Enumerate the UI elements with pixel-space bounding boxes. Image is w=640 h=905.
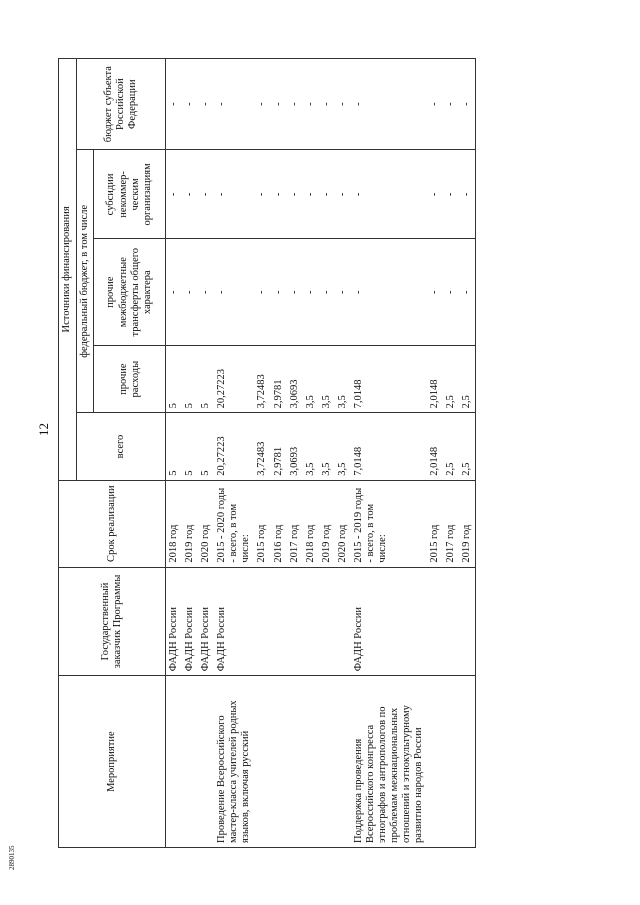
cell-total: 5: [166, 413, 183, 480]
cell-period: 2020 год: [198, 480, 214, 567]
cell-regional: -: [351, 59, 427, 150]
cell-regional: -: [214, 59, 254, 150]
cell-customer: ФАДН России: [214, 567, 254, 676]
cell-transfers: -: [182, 239, 198, 345]
financing-table: [58, 58, 476, 848]
cell-other-expenses: 5: [166, 345, 183, 412]
cell-period: 2017 год: [443, 480, 459, 567]
cell-period: 2017 год: [287, 480, 303, 567]
cell-transfers: -: [319, 239, 335, 345]
cell-transfers: -: [198, 239, 214, 345]
cell-regional: -: [287, 59, 303, 150]
cell-customer: [303, 567, 319, 676]
cell-regional: -: [427, 59, 443, 150]
cell-period: 2018 год: [303, 480, 319, 567]
cell-period: 2019 год: [319, 480, 335, 567]
cell-total: 2,0148: [427, 413, 443, 480]
cell-customer: ФАДН России: [198, 567, 214, 676]
cell-regional: -: [303, 59, 319, 150]
cell-transfers: -: [427, 239, 443, 345]
cell-other-expenses: 2,9781: [271, 345, 287, 412]
cell-customer: [443, 567, 459, 676]
cell-total: 20,27223: [214, 413, 254, 480]
cell-other-expenses: 7,0148: [351, 345, 427, 412]
cell-period: 2018 год: [166, 480, 183, 567]
cell-other-expenses: 3,5: [303, 345, 319, 412]
cell-transfers: -: [459, 239, 476, 345]
cell-transfers: -: [214, 239, 254, 345]
cell-period: 2015 год: [254, 480, 270, 567]
table-row: [319, 59, 335, 848]
cell-other-expenses: 5: [198, 345, 214, 412]
cell-event: [303, 676, 319, 848]
cell-regional: -: [198, 59, 214, 150]
cell-transfers: -: [287, 239, 303, 345]
cell-total: 3,5: [303, 413, 319, 480]
cell-other-expenses: 3,0693: [287, 345, 303, 412]
cell-event: [319, 676, 335, 848]
table-row: [271, 59, 287, 848]
table-row: [459, 59, 476, 848]
table-row: [303, 59, 319, 848]
cell-transfers: -: [254, 239, 270, 345]
table-row: [443, 59, 459, 848]
cell-customer: [271, 567, 287, 676]
cell-transfers: -: [303, 239, 319, 345]
cell-other-expenses: 3,5: [319, 345, 335, 412]
page-number: 12: [36, 423, 51, 436]
cell-transfers: -: [271, 239, 287, 345]
table-row: [214, 59, 254, 848]
cell-subsidies: -: [254, 150, 270, 239]
cell-event: Поддержка проведения Всероссийского конгресса этнографов и антропологов по проблемам межнациональных отношений и этнокультурному развитию народов России: [351, 676, 427, 848]
cell-total: 3,5: [319, 413, 335, 480]
table-row: [198, 59, 214, 848]
cell-event: [335, 676, 351, 848]
table-body: [166, 59, 476, 848]
cell-period: 2020 год: [335, 480, 351, 567]
cell-period: 2015 - 2020 годы - всего, в том числе:: [214, 480, 254, 567]
cell-total: 2,5: [443, 413, 459, 480]
cell-customer: [335, 567, 351, 676]
cell-subsidies: -: [182, 150, 198, 239]
cell-period: 2016 год: [271, 480, 287, 567]
cell-other-expenses: 3,72483: [254, 345, 270, 412]
rotated-table-sheet: [58, 58, 640, 848]
cell-event: [182, 676, 198, 848]
cell-total: 3,5: [335, 413, 351, 480]
cell-other-expenses: 3,5: [335, 345, 351, 412]
cell-event: [459, 676, 476, 848]
cell-other-expenses: 2,5: [459, 345, 476, 412]
cell-period: 2015 год: [427, 480, 443, 567]
cell-customer: [319, 567, 335, 676]
cell-event: Проведение Всероссийского мастер-класса учителей родных языков, включая русский: [214, 676, 254, 848]
cell-total: 3,0693: [287, 413, 303, 480]
cell-subsidies: -: [287, 150, 303, 239]
cell-event: [287, 676, 303, 848]
cell-customer: [459, 567, 476, 676]
cell-regional: -: [319, 59, 335, 150]
cell-subsidies: -: [271, 150, 287, 239]
cell-period: 2019 год: [459, 480, 476, 567]
cell-subsidies: -: [214, 150, 254, 239]
cell-period: 2015 - 2019 годы - всего, в том числе:: [351, 480, 427, 567]
cell-total: 7,0148: [351, 413, 427, 480]
cell-subsidies: -: [166, 150, 183, 239]
cell-customer: ФАДН России: [351, 567, 427, 676]
cell-customer: [254, 567, 270, 676]
header-federal: федеральный бюджет, в том числе: [77, 150, 94, 413]
cell-regional: -: [443, 59, 459, 150]
cell-customer: [427, 567, 443, 676]
table-row: [351, 59, 427, 848]
cell-other-expenses: 20,27223: [214, 345, 254, 412]
cell-subsidies: -: [459, 150, 476, 239]
cell-period: 2019 год: [182, 480, 198, 567]
cell-total: 2,9781: [271, 413, 287, 480]
header-total: всего: [77, 413, 166, 480]
header-sources: Источники финансирования: [59, 59, 77, 481]
cell-event: [427, 676, 443, 848]
header-event: Мероприятие: [59, 676, 166, 848]
cell-event: [271, 676, 287, 848]
cell-event: [166, 676, 183, 848]
cell-other-expenses: 2,0148: [427, 345, 443, 412]
table-row: [182, 59, 198, 848]
cell-total: 3,72483: [254, 413, 270, 480]
table-row: [335, 59, 351, 848]
cell-subsidies: -: [443, 150, 459, 239]
header-transfers: прочие межбюджетные трансферты общего характера: [94, 239, 166, 345]
cell-transfers: -: [351, 239, 427, 345]
document-code: 2890135: [8, 845, 16, 870]
cell-customer: [287, 567, 303, 676]
cell-customer: ФАДН России: [182, 567, 198, 676]
cell-other-expenses: 2,5: [443, 345, 459, 412]
cell-subsidies: -: [335, 150, 351, 239]
cell-regional: -: [166, 59, 183, 150]
cell-regional: -: [459, 59, 476, 150]
cell-total: 5: [182, 413, 198, 480]
table-row: [287, 59, 303, 848]
cell-transfers: -: [443, 239, 459, 345]
cell-subsidies: -: [427, 150, 443, 239]
cell-event: [198, 676, 214, 848]
cell-other-expenses: 5: [182, 345, 198, 412]
table-row: [427, 59, 443, 848]
cell-regional: -: [254, 59, 270, 150]
header-period: Срок реализации: [59, 480, 166, 567]
cell-transfers: -: [166, 239, 183, 345]
cell-subsidies: -: [303, 150, 319, 239]
cell-event: [443, 676, 459, 848]
header-regional: бюджет субъекта Российской Федерации: [77, 59, 166, 150]
cell-total: 5: [198, 413, 214, 480]
cell-regional: -: [335, 59, 351, 150]
cell-regional: -: [182, 59, 198, 150]
cell-customer: ФАДН России: [166, 567, 183, 676]
cell-subsidies: -: [351, 150, 427, 239]
table-row: [166, 59, 183, 848]
cell-subsidies: -: [319, 150, 335, 239]
table-row: [254, 59, 270, 848]
cell-event: [254, 676, 270, 848]
header-subsidies: субсидии некоммер- ческим организациям: [94, 150, 166, 239]
cell-regional: -: [271, 59, 287, 150]
cell-total: 2,5: [459, 413, 476, 480]
cell-transfers: -: [335, 239, 351, 345]
cell-subsidies: -: [198, 150, 214, 239]
header-other-expenses: прочие расходы: [94, 345, 166, 412]
header-customer: Государственный заказчик Программы: [59, 567, 166, 676]
